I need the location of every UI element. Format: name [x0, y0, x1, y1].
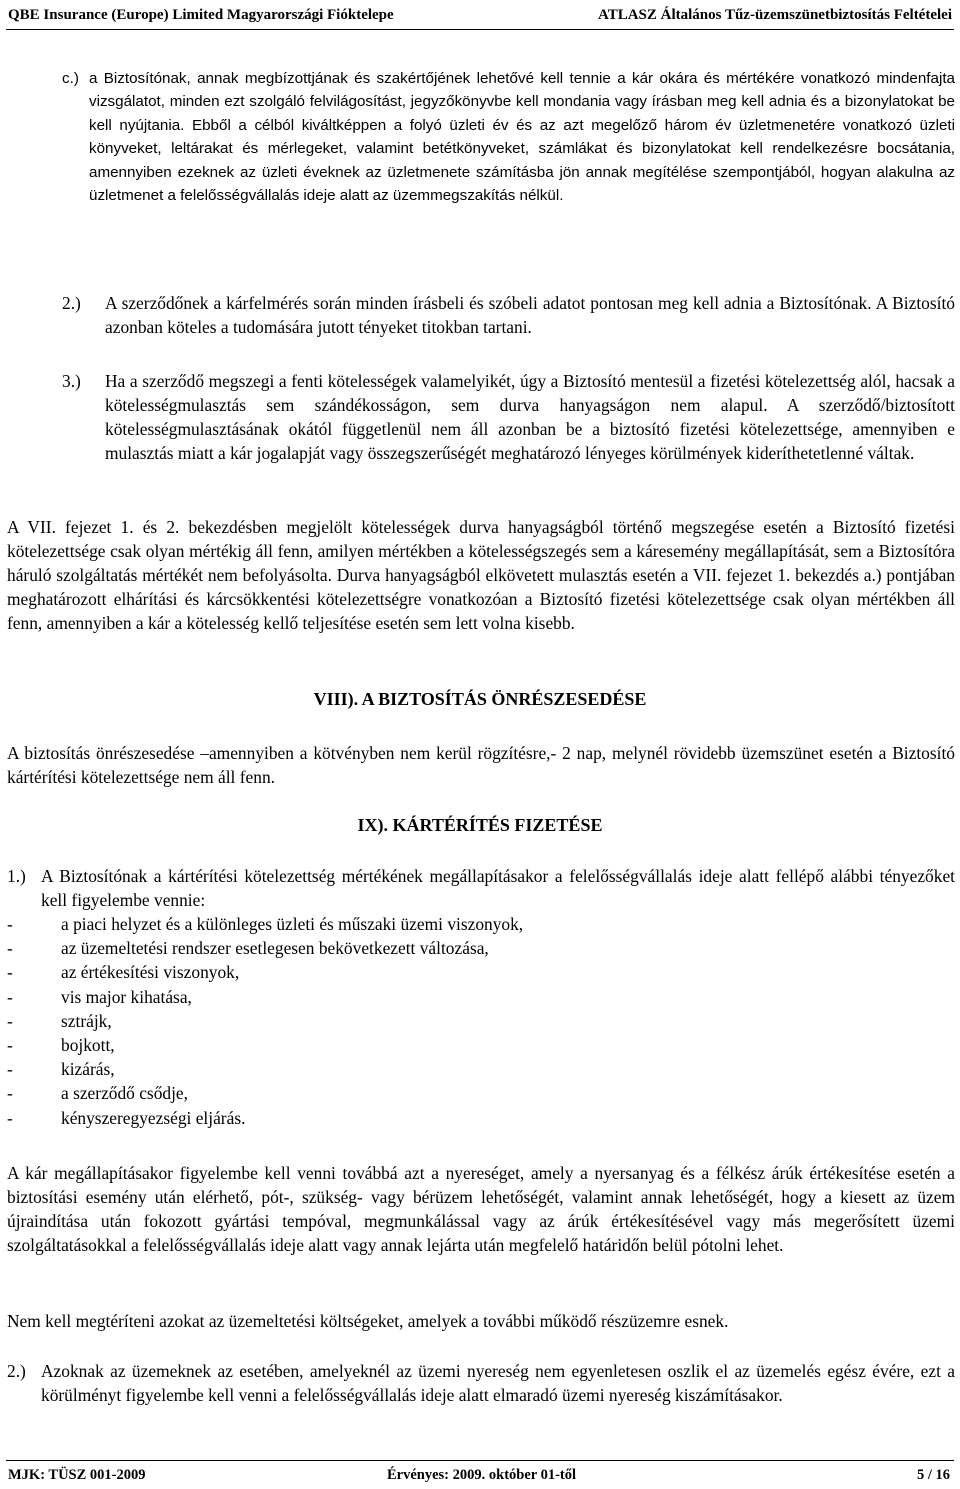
dash-bullet: - [7, 1010, 13, 1031]
section-viii-text: A biztosítás önrészesedése –amennyiben a kötvényben nem kerül rögzítésre,- 2 nap, melynél rövidebb üzemszünet esetén a Biztosító kártérítési kötelezettsége nem áll fenn. [7, 743, 955, 787]
paragraph-operating-costs: Nem kell megtéríteni azokat az üzemeltetési költségeket, amelyek a további működő részüzemre esnek. [7, 1311, 729, 1331]
dash-bullet: - [7, 1034, 13, 1055]
list-item-text: a szerződő csődje, [61, 1083, 188, 1104]
page-header [6, 3, 954, 30]
footer-page-number: 5 / 16 [916, 1467, 950, 1483]
item-2-text [105, 291, 955, 339]
section-viii-heading: VIII). A BIZTOSÍTÁS ÖNRÉSZESEDÉSE [313, 689, 647, 709]
ix-item-2-label: 2.) [7, 1361, 26, 1381]
item-c-label: c.) [62, 70, 79, 87]
ix-item-1-text [41, 864, 955, 912]
list-item-text: bojkott, [61, 1034, 115, 1055]
dash-bullet: - [7, 1059, 13, 1080]
list-item-text: vis major kihatása, [61, 986, 192, 1007]
item-3-body: Ha a szerződő megszegi a fenti kötelességek valamelyikét, úgy a Biztosító mentesül a fizetési kötelezettség alól, hacsak a kötelességmulasztás sem szándékosságon, sem durva hanyagságon nem alapul. A szerződő/biztosított kötelességmulasztásának okától függetlenül nem áll azonban be a biztosító fizetési kötelezettsége, amennyiben e mulasztás miatt a kár jogalapját vagy összegszerűségét meghatározó lényeges körülmények kideríthetetlenné váltak. [105, 371, 955, 463]
item-3-text [105, 369, 955, 465]
list-item-text: kényszeregyezségi eljárás. [61, 1107, 246, 1128]
list-item-text: az értékesítési viszonyok, [61, 962, 240, 983]
dash-bullet: - [7, 986, 13, 1007]
dash-bullet: - [7, 914, 13, 934]
ix-item-1-body: A Biztosítónak a kártérítési kötelezettség mértékének megállapításakor a felelősségvállalás ideje alatt fellépő alábbi tényezőket kell figyelembe vennie: [41, 866, 955, 910]
ix-item-2-text: Azoknak az üzemeknek az esetében, amelyeknél az üzemi nyereség nem egyenletesen oszlik el az üzemelés egész évére, ezt a körülményt figyelembe kell venni a felelősségvállalás ideje alatt elmaradó üzemi nyereség kiszámításakor. [41, 1361, 955, 1405]
ix-item-1-label: 1.) [7, 866, 26, 886]
item-2-body: A szerződőnek a kárfelmérés során minden írásbeli és szóbeli adatot pontosan meg kell adnia a Biztosítónak. A Biztosító azonban köteles a tudomására jutott tényeket titokban tartani. [105, 293, 955, 337]
header-document-title: ATLASZ Általános Tűz-üzemszünetbiztosítás Feltételei [597, 7, 952, 23]
paragraph-vii-negligence: A VII. fejezet 1. és 2. bekezdésben megjelölt kötelességek durva hanyagságból történő megszegése esetén a Biztosító fizetési kötelezettsége csak olyan mértékig áll fenn, amilyen mértékben a kötelességszegés sem a káresemény megállapítását, sem a Biztosítóra háruló szolgáltatás mértékét nem befolyásolta. Durva hanyagságból elkövetett mulasztás esetén a VII. fejezet 1. bekezdés a.) pontjában meghatározott elhárítási és kárcsökkentési kötelezettségre vonatkozóan a Biztosító fizetési kötelezettsége csak olyan mértékben áll fenn, amennyiben a kár a kötelesség kellő teljesítése esetén sem lett volna kisebb. [7, 517, 955, 633]
list-item-text: az üzemeltetési rendszer esetlegesen bekövetkezett változása, [61, 938, 489, 959]
footer-document-code: MJK: TÜSZ 001-2009 [8, 1467, 146, 1483]
footer-validity: Érvényes: 2009. október 01-től [387, 1467, 577, 1483]
dash-bullet: - [7, 1107, 13, 1128]
item-2-label: 2.) [62, 293, 81, 313]
page-footer [6, 1460, 954, 1487]
dash-bullet: - [7, 938, 13, 959]
dash-bullet: - [7, 1083, 13, 1104]
list-item-text: sztrájk, [61, 1010, 112, 1031]
list-item-text: a piaci helyzet és a különleges üzleti és műszaki üzemi viszonyok, [61, 914, 524, 934]
paragraph-profit-consideration: A kár megállapításakor figyelembe kell venni továbbá azt a nyereséget, amely a nyersanyag és a félkész árúk értékesítése esetén a biztosítási esemény után elérhető, pót-, szükség- vagy bérüzem lehetőségét, valamint annak lehetőségét, hogy a kiesett az üzem újraindítása után fokozott gyártási tempóval, megmunkálással vagy az árúk értékesítésével vagy más megerősített üzemi szolgáltatásokkal a felelősségvállalás ideje alatt vagy annak lejárta után megfelelő határidőn belül pótolni lehet. [7, 1163, 955, 1255]
item-3-label: 3.) [62, 371, 81, 391]
dash-bullet: - [7, 962, 13, 983]
item-c-body: a Biztosítónak, annak megbízottjának és szakértőjének lehetővé kell tennie a kár okára és mértékére vonatkozó mindenfajta vizsgálatot, minden ezt szolgáló felvilágosítást, jegyzőkönyvbe kell mondania vagy írásban meg kell adnia és a bizonylatokat be kell nyújtania. Ebből a célból kiváltképpen a folyó üzleti év és az azt megelőző három év üzletmenetére vonatkozó üzleti könyveket, leltárakat és mérlegeket, valamint betétkönyveket, számlákat és bizonylatokat kell rendelkezésre bocsátania, amennyiben ezeknek az üzleti éveknek az üzletmenete számításba jön annak megítélése szempontjából, hogyan alakulna az üzletmenet a felelősségvállalás ideje alatt az üzemmegszakítás nélkül. [89, 70, 955, 205]
section-ix-heading: IX). KÁRTÉRÍTÉS FIZETÉSE [357, 815, 603, 835]
list-item-text: kizárás, [61, 1059, 115, 1080]
item-c-text [89, 67, 955, 207]
header-company: QBE Insurance (Europe) Limited Magyarországi Fióktelepe [8, 7, 394, 23]
